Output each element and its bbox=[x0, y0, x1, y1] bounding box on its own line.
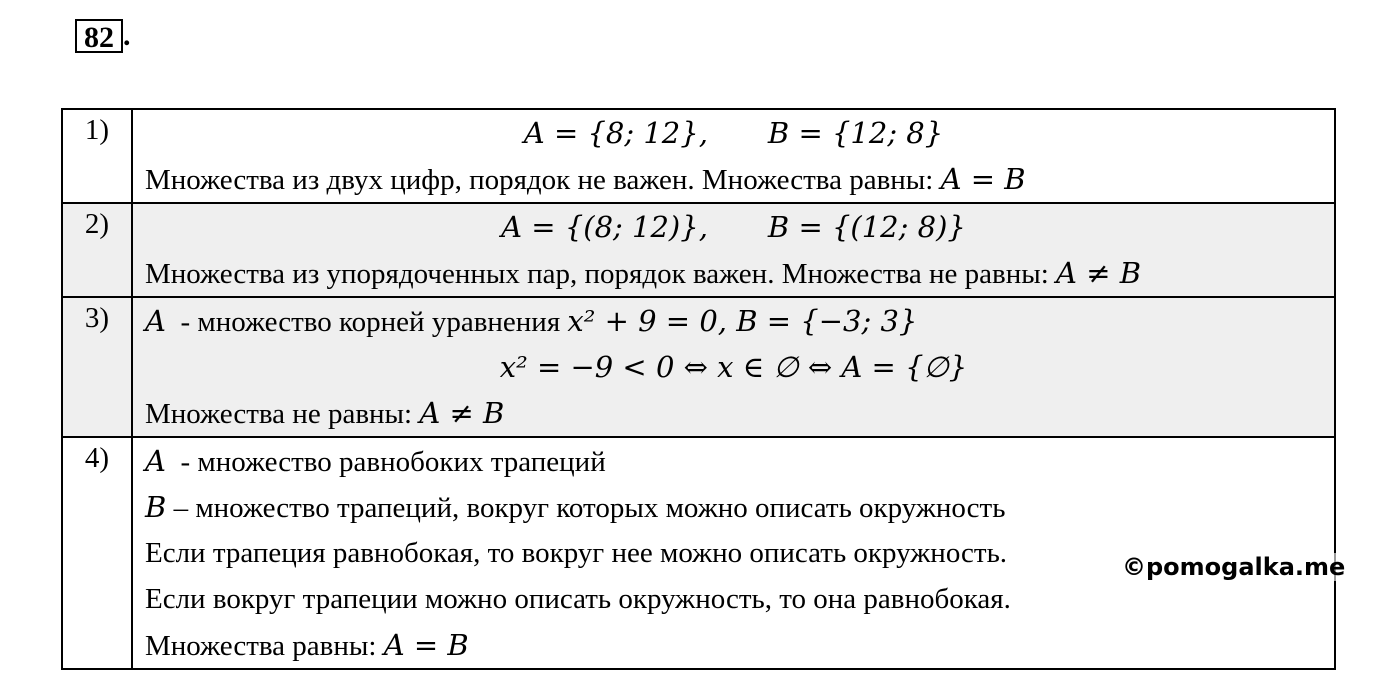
explanation-text: Множества равны: bbox=[145, 630, 384, 662]
table-row bbox=[62, 297, 1335, 437]
text-line bbox=[145, 438, 1322, 484]
explanation-text: - множество равнобоких трапеций bbox=[165, 446, 606, 478]
solution-table bbox=[61, 108, 1336, 670]
set-symbol: B bbox=[145, 490, 167, 524]
conclusion-formula: A = B bbox=[383, 628, 469, 662]
watermark-text: ©pomogalka.me bbox=[1122, 553, 1346, 581]
problem-number: 82 bbox=[75, 19, 123, 53]
explanation-text: Если вокруг трапеции можно описать окружность, то она равнобокая. bbox=[145, 583, 1011, 615]
table-row bbox=[62, 203, 1335, 297]
explanation-text: Множества из двух цифр, порядок не важен. Множества равны: bbox=[145, 164, 941, 196]
set-symbol: A bbox=[145, 444, 166, 478]
set-b-formula: B = {(12; 8)} bbox=[767, 210, 966, 244]
explanation-text: - множество корней уравнения bbox=[165, 306, 568, 338]
formula-line bbox=[145, 204, 1322, 250]
explanation-text: Если трапеция равнобокая, то вокруг нее можно описать окружность. bbox=[145, 537, 1008, 569]
set-b-formula: B = {12; 8} bbox=[767, 116, 944, 150]
conclusion-formula: A = B bbox=[940, 162, 1026, 196]
set-a-formula: A = {(8; 12)}, bbox=[501, 210, 708, 244]
row-content bbox=[132, 109, 1335, 203]
text-line bbox=[145, 390, 1322, 436]
formula-line bbox=[145, 344, 1322, 390]
set-a-formula: A = {8; 12}, bbox=[523, 116, 708, 150]
text-line bbox=[145, 250, 1322, 296]
explanation-text: Множества не равны: bbox=[145, 398, 420, 430]
text-line bbox=[145, 484, 1322, 530]
equation-formula: x² + 9 = 0, B = {−3; 3} bbox=[567, 304, 918, 338]
problem-number-dot: . bbox=[123, 19, 131, 52]
conclusion-formula: A ≠ B bbox=[1056, 256, 1142, 290]
row-number: 4) bbox=[62, 437, 132, 669]
text-line bbox=[145, 298, 1322, 344]
row-number: 2) bbox=[62, 203, 132, 297]
text-line bbox=[145, 576, 1322, 622]
row-number: 3) bbox=[62, 297, 132, 437]
conclusion-formula: A ≠ B bbox=[419, 396, 505, 430]
table-row bbox=[62, 109, 1335, 203]
explanation-text: Множества из упорядоченных пар, порядок важен. Множества не равны: bbox=[145, 258, 1057, 290]
row-content bbox=[132, 203, 1335, 297]
text-line bbox=[145, 622, 1322, 668]
explanation-text: – множество трапеций, вокруг которых можно описать окружность bbox=[166, 492, 1006, 524]
row-number: 1) bbox=[62, 109, 132, 203]
formula-line bbox=[145, 110, 1322, 156]
set-symbol: A bbox=[145, 304, 166, 338]
row-content bbox=[132, 297, 1335, 437]
solution-formula: x² = −9 < 0 ⇔ x ∈ ∅ ⇔ A = {∅} bbox=[499, 350, 968, 384]
text-line bbox=[145, 156, 1322, 202]
